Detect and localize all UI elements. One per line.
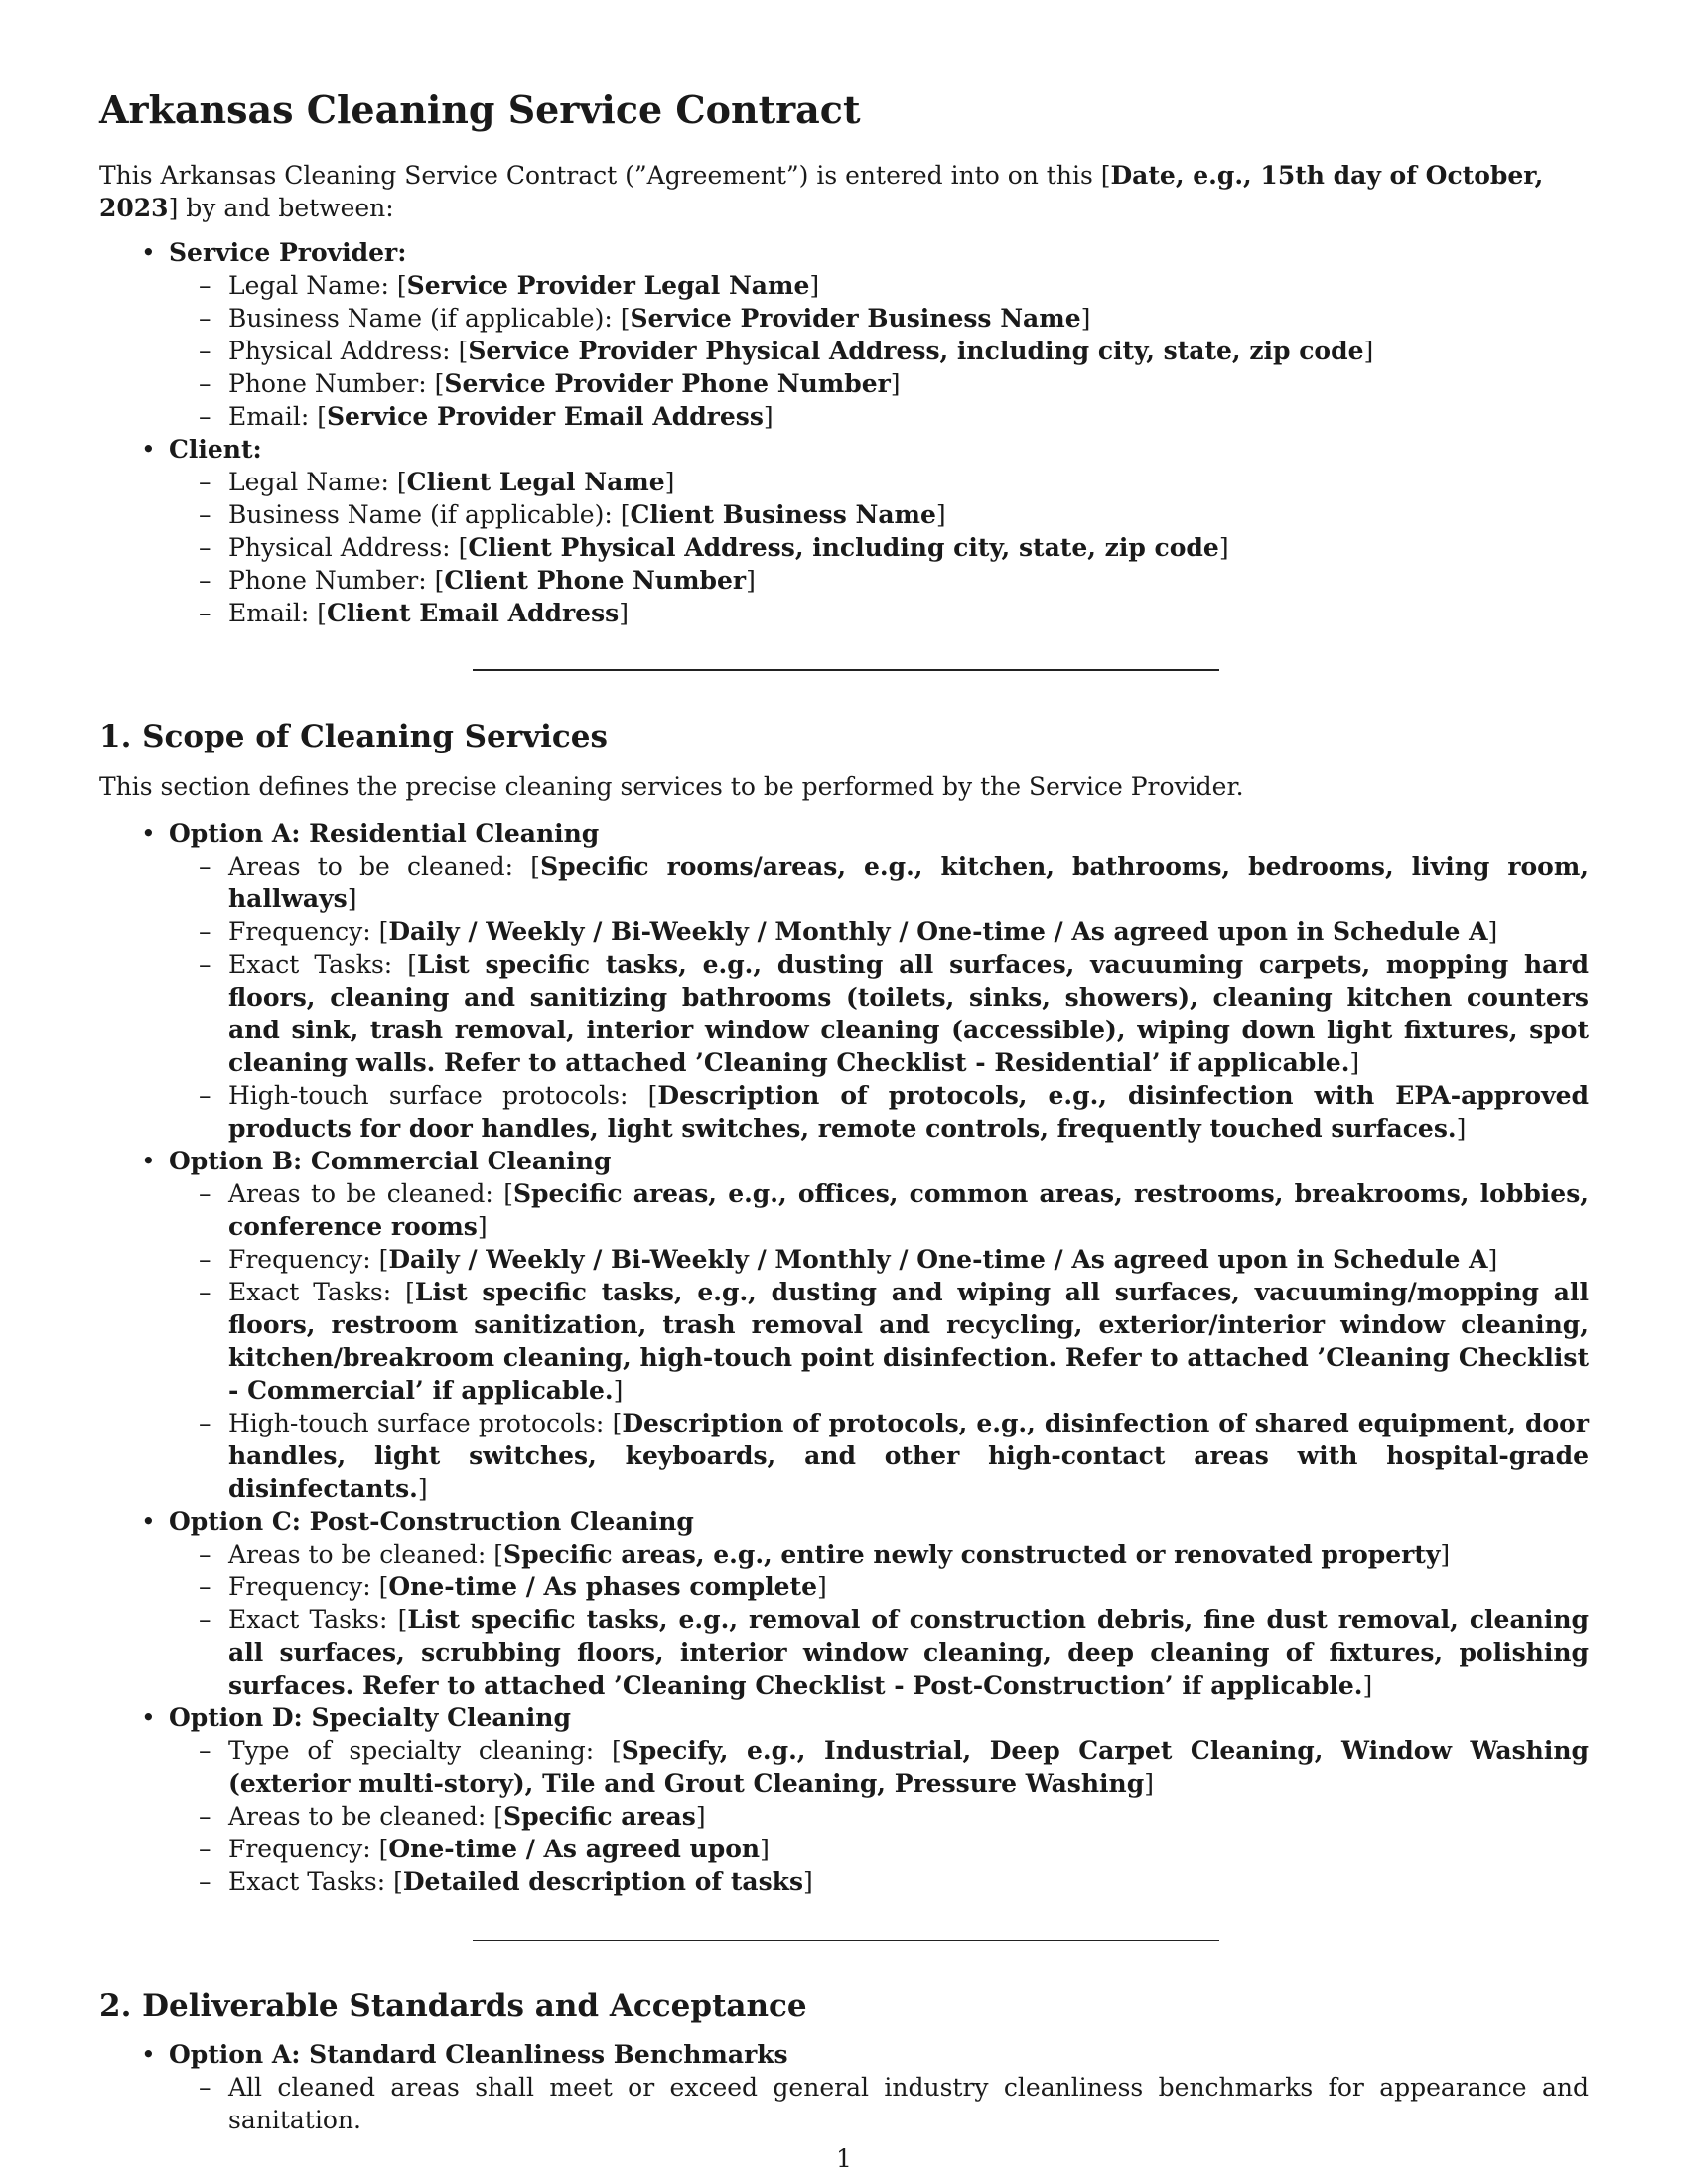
field-label: Legal Name: xyxy=(228,468,397,496)
field-value: Client Legal Name xyxy=(406,468,665,496)
field-label: Frequency: xyxy=(228,1245,379,1274)
field-value: Description of protocols, e.g., disinfection of shared equipment, door handles, light switches, keyboards, and other high-contact areas with hospital-grade disinfectants. xyxy=(228,1409,1589,1503)
list-item: – Exact Tasks: [List specific tasks, e.g., removal of construction debris, fine dust removal, cleaning all surfaces, scrubbing floors, interior window cleaning, deep cleaning of fixtures, polishing surfaces. Refer to attached ’Cleaning Checklist - Post-Construction’ if applicable.] xyxy=(228,1603,1589,1702)
option-heading: Option B: Commercial Cleaning xyxy=(169,1147,612,1175)
field-value: Client Physical Address, including city, state, zip code xyxy=(468,533,1219,562)
field-label: Phone Number: xyxy=(228,566,435,595)
party-service-provider xyxy=(169,236,1589,433)
field-value: Service Provider Business Name xyxy=(630,304,1081,333)
field-label: Email: xyxy=(228,599,318,627)
list-item: – Areas to be cleaned: [Specific areas, e.g., offices, common areas, restrooms, breakrooms, lobbies, conference rooms] xyxy=(228,1177,1589,1243)
field-label: Areas to be cleaned: xyxy=(228,852,531,881)
party-client xyxy=(169,433,1589,629)
parties-list xyxy=(99,236,1589,629)
list-item: – Phone Number: [Service Provider Phone Number] xyxy=(228,367,1589,400)
field-label: Type of specialty cleaning: xyxy=(228,1736,612,1765)
field-label: Areas to be cleaned: xyxy=(228,1179,504,1208)
option-fields xyxy=(169,850,1589,1145)
list-item: – Frequency: [Daily / Weekly / Bi-Weekly / Monthly / One-time / As agreed upon in Schedule A] xyxy=(228,915,1589,948)
list-item xyxy=(228,2071,1589,2136)
field-value: Detailed description of tasks xyxy=(402,1867,804,1896)
party-fields xyxy=(169,466,1589,629)
section-1-intro: This section defines the precise cleaning services to be performed by the Service Provider. xyxy=(99,772,1244,801)
party-heading: Service Provider: xyxy=(169,238,407,267)
intro-paragraph xyxy=(99,159,1589,224)
field-label: Frequency: xyxy=(228,917,379,946)
field-label: Phone Number: xyxy=(228,369,435,398)
field-value: Description of protocols, e.g., disinfection with EPA-approved products for door handles, light switches, remote controls, frequently touched surfaces. xyxy=(228,1081,1589,1143)
list-item: – Business Name (if applicable): [Service Provider Business Name] xyxy=(228,302,1589,335)
field-label: Areas to be cleaned: xyxy=(228,1802,494,1831)
field-value: Specific rooms/areas, e.g., kitchen, bathrooms, bedrooms, living room, hallways xyxy=(228,852,1589,913)
field-label: Exact Tasks: xyxy=(228,950,408,979)
field-value: One-time / As agreed upon xyxy=(388,1835,761,1863)
field-label: Frequency: xyxy=(228,1572,379,1601)
option-fields xyxy=(169,2071,1589,2136)
section-2-heading: 2. Deliverable Standards and Acceptance xyxy=(99,1988,807,2024)
field-value: Specific areas xyxy=(503,1802,696,1831)
option-heading: Option C: Post-Construction Cleaning xyxy=(169,1507,694,1536)
list-item: – Exact Tasks: [List specific tasks, e.g., dusting all surfaces, vacuuming carpets, mopping hard floors, cleaning and sanitizing bathrooms (toilets, sinks, showers), cleaning kitchen counters and sink, trash removal, interior window cleaning (accessible), wiping down light fixtures, spot cleaning walls. Refer to attached ’Cleaning Checklist - Residential’ if applicable.] xyxy=(228,948,1589,1079)
option-heading: Option A: Standard Cleanliness Benchmarks xyxy=(169,2040,788,2069)
list-item: – Exact Tasks: [List specific tasks, e.g., dusting and wiping all surfaces, vacuuming/mopping all floors, restroom sanitization, trash removal and recycling, exterior/interior window cleaning, kitchen/breakroom cleaning, high-touch point disinfection. Refer to attached ’Cleaning Checklist - Commercial’ if applicable.] xyxy=(228,1276,1589,1407)
list-item: – Legal Name: [Client Legal Name] xyxy=(228,466,1589,498)
option-text: All cleaned areas shall meet or exceed general industry cleanliness benchmarks for appearance and sanitation. xyxy=(228,2073,1589,2134)
field-value: Specify, e.g., Industrial, Deep Carpet Cleaning, Window Washing (exterior multi-story), Tile and Grout Cleaning, Pressure Washing xyxy=(228,1736,1589,1798)
intro-text-before: This Arkansas Cleaning Service Contract (”Agreement”) is entered into on this [ xyxy=(99,161,1111,190)
field-value: Client Email Address xyxy=(327,599,620,627)
list-item: – Areas to be cleaned: [Specific areas, e.g., entire newly constructed or renovated property] xyxy=(228,1538,1589,1570)
list-item: – Legal Name: [Service Provider Legal Name] xyxy=(228,269,1589,302)
field-label: High-touch surface protocols: xyxy=(228,1081,648,1110)
option-fields xyxy=(169,1177,1589,1505)
document-title: Arkansas Cleaning Service Contract xyxy=(99,87,861,132)
field-value: Client Phone Number xyxy=(444,566,747,595)
option-post-construction xyxy=(169,1505,1589,1702)
section-2-options xyxy=(99,2038,1589,2136)
field-value: Specific areas, e.g., entire newly constructed or renovated property xyxy=(503,1540,1441,1569)
field-label: Business Name (if applicable): xyxy=(228,304,621,333)
option-specialty xyxy=(169,1702,1589,1898)
field-value: Service Provider Legal Name xyxy=(406,271,810,300)
intro-text-after: ] by and between: xyxy=(168,194,394,222)
field-value: Client Business Name xyxy=(630,500,936,529)
field-label: Physical Address: xyxy=(228,337,459,365)
field-label: Areas to be cleaned: xyxy=(228,1540,494,1569)
option-heading: Option A: Residential Cleaning xyxy=(169,819,600,848)
field-value: Daily / Weekly / Bi-Weekly / Monthly / One-time / As agreed upon in Schedule A xyxy=(388,1245,1488,1274)
list-item: – High-touch surface protocols: [Description of protocols, e.g., disinfection with EPA-approved products for door handles, light switches, remote controls, frequently touched surfaces.] xyxy=(228,1079,1589,1145)
list-item: – Physical Address: [Service Provider Physical Address, including city, state, zip code] xyxy=(228,335,1589,367)
field-label: Exact Tasks: xyxy=(228,1867,394,1896)
option-commercial xyxy=(169,1145,1589,1505)
horizontal-divider xyxy=(473,669,1219,671)
list-item: – Email: [Client Email Address] xyxy=(228,597,1589,629)
field-label: Legal Name: xyxy=(228,271,397,300)
list-item: – Frequency: [One-time / As agreed upon] xyxy=(228,1833,1589,1865)
field-value: Daily / Weekly / Bi-Weekly / Monthly / One-time / As agreed upon in Schedule A xyxy=(388,917,1488,946)
list-item: – Areas to be cleaned: [Specific areas] xyxy=(228,1800,1589,1833)
list-item: – Type of specialty cleaning: [Specify, e.g., Industrial, Deep Carpet Cleaning, Window Washing (exterior multi-story), Tile and Grout Cleaning, Pressure Washing] xyxy=(228,1734,1589,1800)
list-item: – Frequency: [One-time / As phases complete] xyxy=(228,1570,1589,1603)
field-label: High-touch surface protocols: xyxy=(228,1409,613,1437)
list-item: – Phone Number: [Client Phone Number] xyxy=(228,564,1589,597)
field-value: Specific areas, e.g., offices, common areas, restrooms, breakrooms, lobbies, conference rooms xyxy=(228,1179,1589,1241)
option-fields xyxy=(169,1734,1589,1898)
field-label: Frequency: xyxy=(228,1835,379,1863)
field-value: Service Provider Physical Address, including city, state, zip code xyxy=(468,337,1364,365)
field-label: Business Name (if applicable): xyxy=(228,500,621,529)
field-label: Email: xyxy=(228,402,318,431)
field-value: List specific tasks, e.g., dusting and wiping all surfaces, vacuuming/mopping all floors, restroom sanitization, trash removal and recycling, exterior/interior window cleaning, kitchen/breakroom cleaning, high-touch point disinfection. Refer to attached ’Cleaning Checklist - Commercial’ if applicable. xyxy=(228,1278,1589,1405)
option-heading: Option D: Specialty Cleaning xyxy=(169,1704,571,1732)
list-item: – Email: [Service Provider Email Address] xyxy=(228,400,1589,433)
option-residential xyxy=(169,817,1589,1145)
field-label: Exact Tasks: xyxy=(228,1605,398,1634)
option-fields xyxy=(169,1538,1589,1702)
party-fields xyxy=(169,269,1589,433)
document-page xyxy=(99,87,1589,2136)
field-value: Service Provider Phone Number xyxy=(444,369,891,398)
field-label: Exact Tasks: xyxy=(228,1278,406,1306)
option-standard-benchmarks xyxy=(169,2038,1589,2136)
list-item: – Frequency: [Daily / Weekly / Bi-Weekly / Monthly / One-time / As agreed upon in Schedule A] xyxy=(228,1243,1589,1276)
field-value: Service Provider Email Address xyxy=(327,402,764,431)
list-item: – Business Name (if applicable): [Client Business Name] xyxy=(228,498,1589,531)
list-item: – High-touch surface protocols: [Description of protocols, e.g., disinfection of shared equipment, door handles, light switches, keyboards, and other high-contact areas with hospital-grade disinfectants.] xyxy=(228,1407,1589,1505)
page-number: 1 xyxy=(836,2144,852,2173)
list-item: – Physical Address: [Client Physical Address, including city, state, zip code] xyxy=(228,531,1589,564)
party-heading: Client: xyxy=(169,435,262,464)
list-item: – Exact Tasks: [Detailed description of tasks] xyxy=(228,1865,1589,1898)
field-value: List specific tasks, e.g., dusting all surfaces, vacuuming carpets, mopping hard floors, cleaning and sanitizing bathrooms (toilets, sinks, showers), cleaning kitchen counters and sink, trash removal, interior window cleaning (accessible), wiping down light fixtures, spot cleaning walls. Refer to attached ’Cleaning Checklist - Residential’ if applicable. xyxy=(228,950,1589,1077)
field-value: One-time / As phases complete xyxy=(388,1572,818,1601)
field-label: Physical Address: xyxy=(228,533,459,562)
section-1-heading: 1. Scope of Cleaning Services xyxy=(99,719,608,754)
section-1-options xyxy=(99,817,1589,1898)
horizontal-divider xyxy=(473,1940,1219,1941)
field-value: List specific tasks, e.g., removal of construction debris, fine dust removal, cleaning all surfaces, scrubbing floors, interior window cleaning, deep cleaning of fixtures, polishing surfaces. Refer to attached ’Cleaning Checklist - Post-Construction’ if applicable. xyxy=(228,1605,1589,1700)
list-item: – Areas to be cleaned: [Specific rooms/areas, e.g., kitchen, bathrooms, bedrooms, living room, hallways] xyxy=(228,850,1589,915)
date-placeholder: Date, e.g., 15th day of October, 2023 xyxy=(99,161,1544,222)
